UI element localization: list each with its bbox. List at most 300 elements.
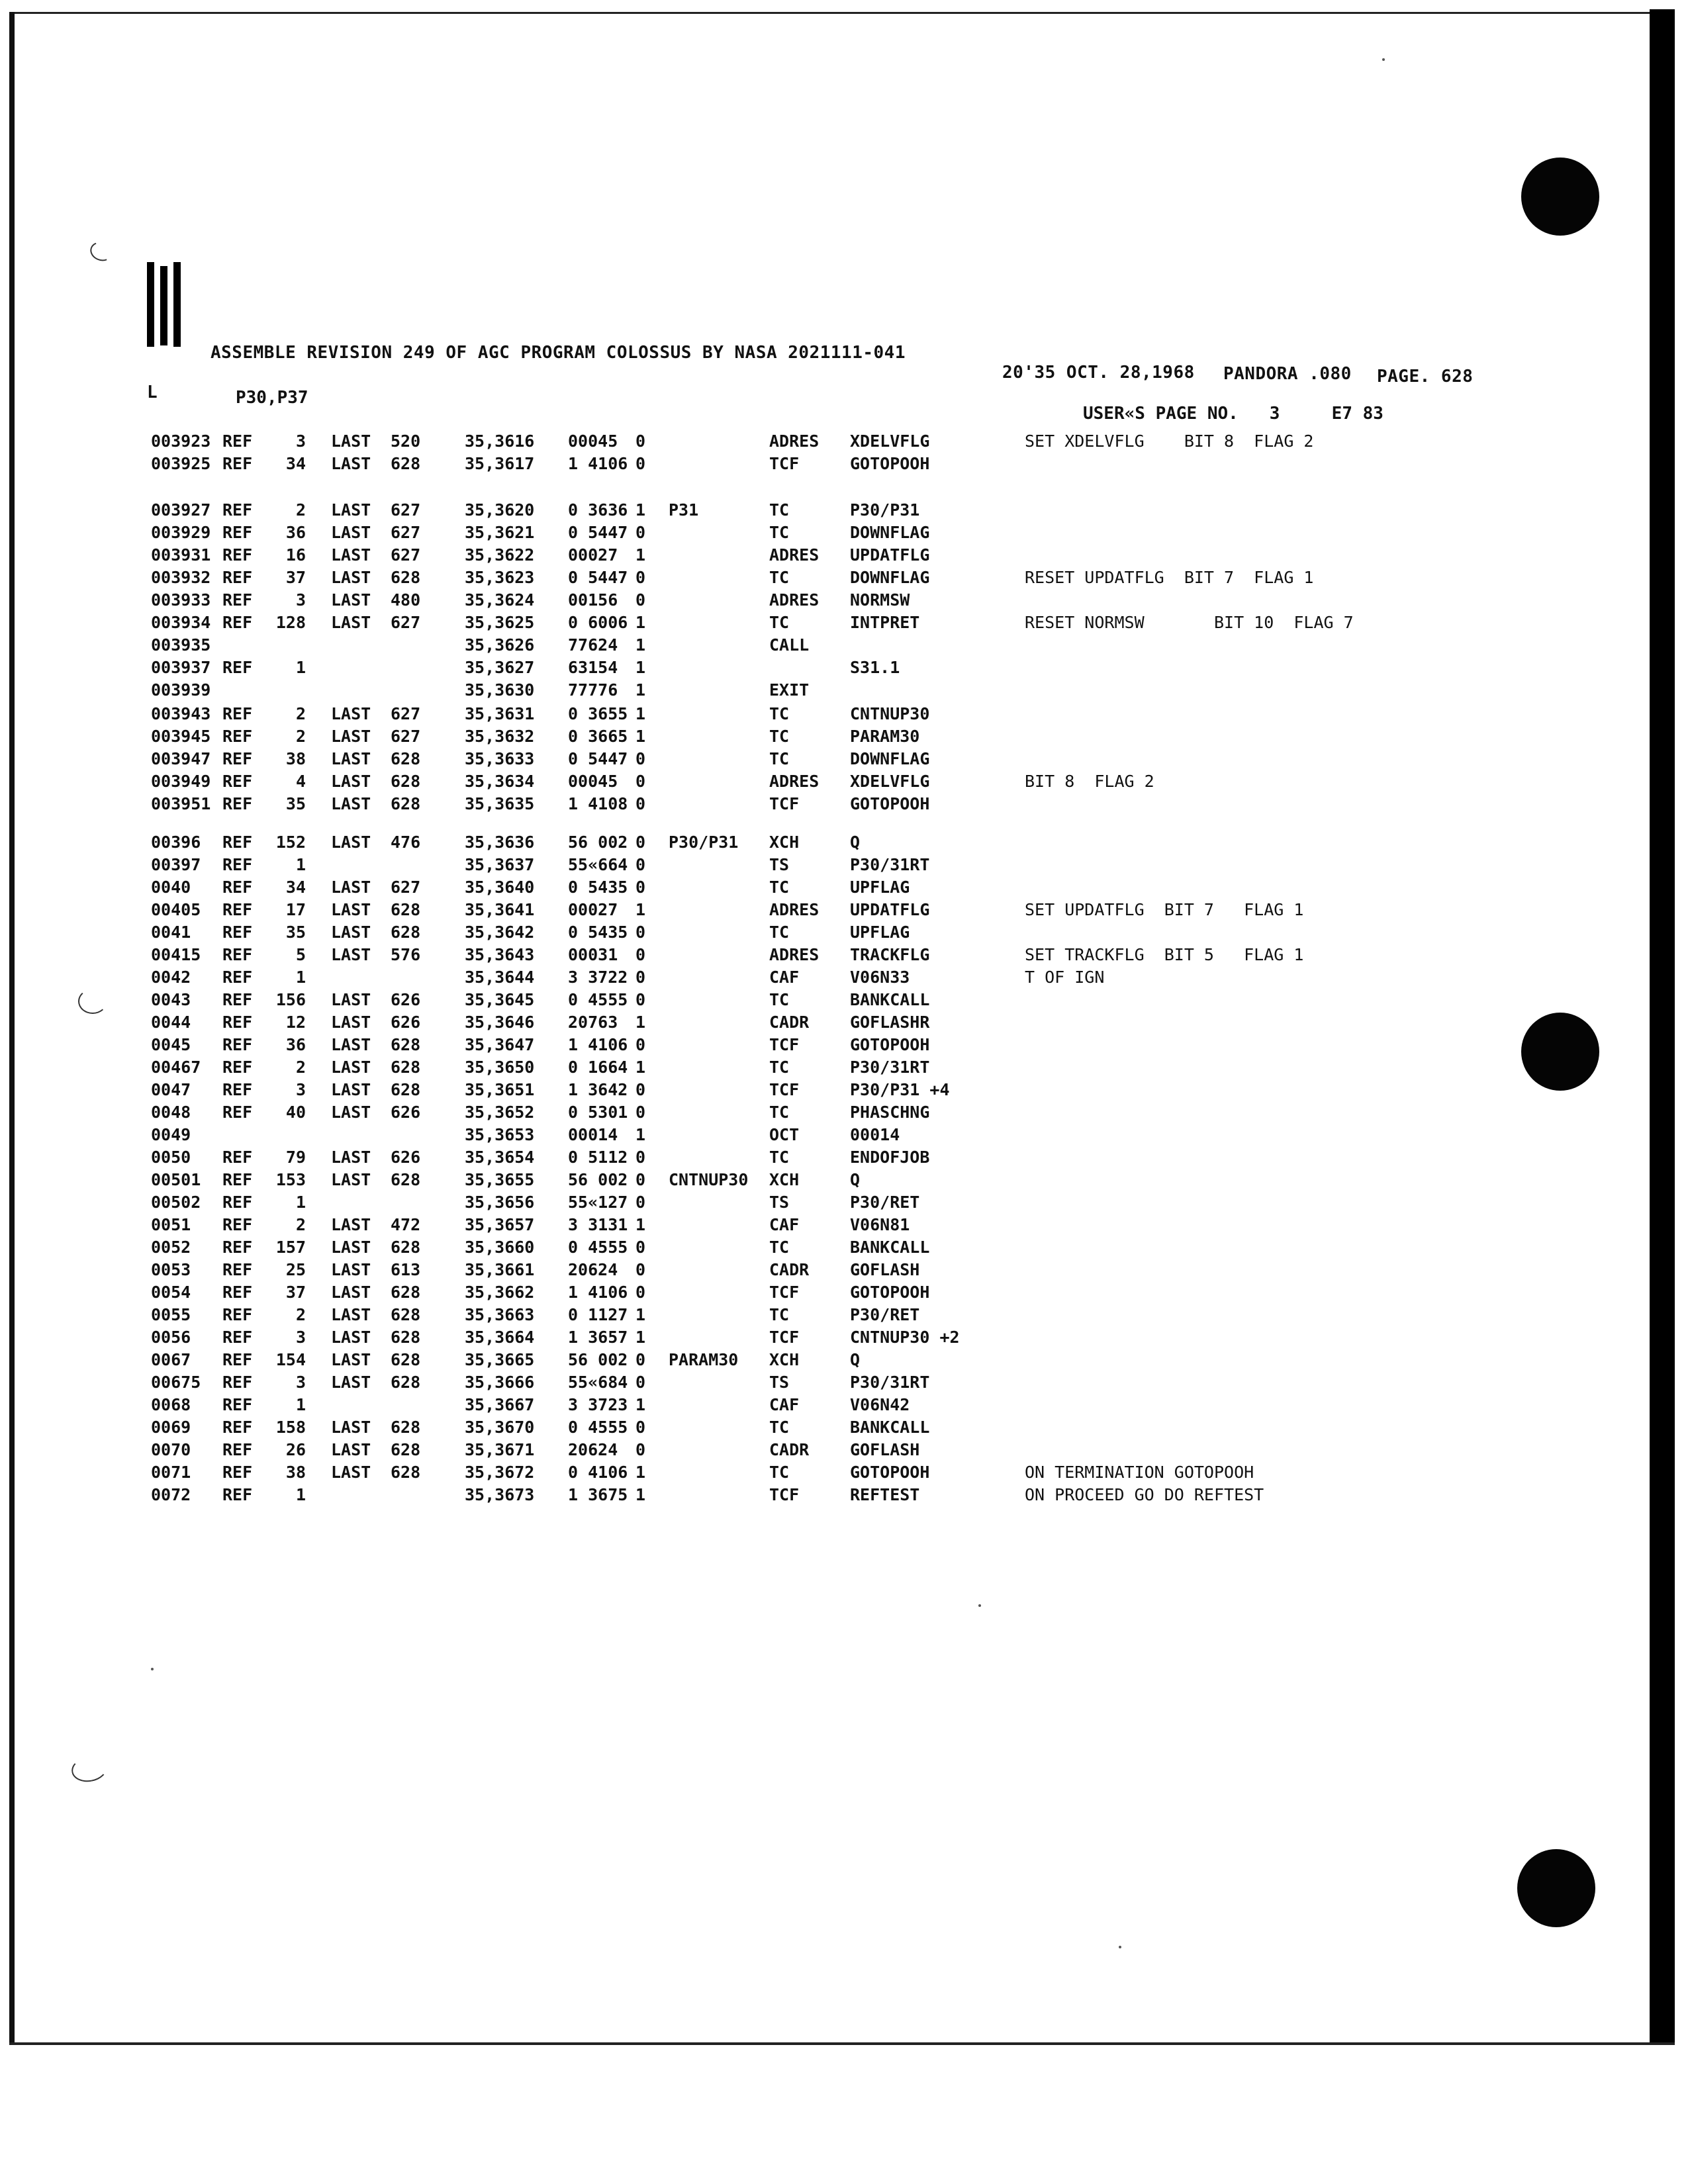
- opcode: TCF: [769, 1328, 800, 1347]
- header-page: PAGE. 628: [1377, 367, 1474, 387]
- last-page: 627: [391, 545, 421, 565]
- octal-word: 0 5447: [568, 749, 628, 768]
- octal-word: 63154: [568, 658, 618, 677]
- operand: REFTEST: [850, 1485, 920, 1504]
- parity-bit: 0: [635, 1418, 646, 1437]
- octal-word: 56 002: [568, 833, 628, 852]
- ref-tag: REF: [222, 1103, 253, 1122]
- last-page: 628: [391, 1170, 421, 1189]
- parity-bit: 0: [635, 945, 646, 964]
- line-number: 0051: [151, 1215, 191, 1234]
- opcode: TC: [769, 568, 790, 587]
- ref-tag: REF: [222, 568, 253, 587]
- line-number: 00501: [151, 1170, 201, 1189]
- operand: Q: [850, 1350, 861, 1369]
- operand: PARAM30: [850, 727, 920, 746]
- address: 35,3653: [465, 1125, 535, 1144]
- address: 35,3650: [465, 1058, 535, 1077]
- last-tag: LAST: [331, 1170, 371, 1189]
- opcode: ADRES: [769, 772, 820, 791]
- last-tag: LAST: [331, 1260, 371, 1279]
- last-tag: LAST: [331, 1283, 371, 1302]
- last-page: 628: [391, 794, 421, 813]
- parity-bit: 0: [635, 1238, 646, 1257]
- address: 35,3622: [465, 545, 535, 565]
- operand: Q: [850, 833, 861, 852]
- ref-tag: REF: [222, 1193, 253, 1212]
- line-number: 00467: [151, 1058, 201, 1077]
- punch-hole-top: [1521, 158, 1599, 236]
- octal-word: 1 3657: [568, 1328, 628, 1347]
- listing-row: [0, 454, 1642, 477]
- last-page: 476: [391, 833, 421, 852]
- ref-tag: REF: [222, 658, 253, 677]
- operand: PHASCHNG: [850, 1103, 930, 1122]
- octal-word: 1 4106: [568, 1035, 628, 1054]
- line-number: 003934: [151, 613, 211, 632]
- ref-tag: REF: [222, 1305, 253, 1324]
- last-page: 628: [391, 1305, 421, 1324]
- opcode: TC: [769, 1305, 790, 1324]
- listing-row: [0, 1035, 1642, 1058]
- octal-word: 00027: [568, 900, 618, 919]
- octal-word: 00156: [568, 590, 618, 610]
- opcode: ADRES: [769, 900, 820, 919]
- listing-row: [0, 680, 1642, 703]
- last-page: 628: [391, 923, 421, 942]
- line-number: 00396: [151, 833, 201, 852]
- label: CNTNUP30: [669, 1170, 749, 1189]
- ref-count: 1: [295, 968, 306, 987]
- last-tag: LAST: [331, 1440, 371, 1459]
- last-tag: LAST: [331, 590, 371, 610]
- ref-tag: REF: [222, 432, 253, 451]
- operand: DOWNFLAG: [850, 568, 930, 587]
- ref-count: 3: [295, 1373, 306, 1392]
- ref-count: 3: [295, 590, 306, 610]
- octal-word: 56 002: [568, 1350, 628, 1369]
- parity-bit: 1: [635, 613, 646, 632]
- operand: P30/P31 +4: [850, 1080, 950, 1099]
- octal-word: 1 4108: [568, 794, 628, 813]
- operand: V06N81: [850, 1215, 910, 1234]
- opcode: CALL: [769, 635, 810, 655]
- line-number: 0049: [151, 1125, 191, 1144]
- ref-count: 1: [295, 855, 306, 874]
- octal-word: 0 4555: [568, 1238, 628, 1257]
- parity-bit: 0: [635, 568, 646, 587]
- ref-count: 37: [285, 1283, 306, 1302]
- address: 35,3651: [465, 1080, 535, 1099]
- line-number: 003925: [151, 454, 211, 473]
- address: 35,3624: [465, 590, 535, 610]
- listing-row: [0, 727, 1642, 749]
- opcode: TC: [769, 1238, 790, 1257]
- last-tag: LAST: [331, 794, 371, 813]
- ref-count: 2: [295, 704, 306, 723]
- opcode: TC: [769, 1148, 790, 1167]
- line-number: 003931: [151, 545, 211, 565]
- punch-hole-bottom: [1517, 1849, 1595, 1927]
- ref-tag: REF: [222, 1373, 253, 1392]
- ref-tag: REF: [222, 794, 253, 813]
- address: 35,3633: [465, 749, 535, 768]
- last-tag: LAST: [331, 1035, 371, 1054]
- address: 35,3662: [465, 1283, 535, 1302]
- line-number: 0069: [151, 1418, 191, 1437]
- octal-word: 0 4555: [568, 1418, 628, 1437]
- listing-row: [0, 1080, 1642, 1103]
- ref-count: 26: [285, 1440, 306, 1459]
- opcode: ADRES: [769, 945, 820, 964]
- octal-word: 00045: [568, 772, 618, 791]
- parity-bit: 0: [635, 990, 646, 1009]
- ref-count: 25: [285, 1260, 306, 1279]
- ref-count: 38: [285, 1463, 306, 1482]
- octal-word: 0 5435: [568, 878, 628, 897]
- octal-word: 20624: [568, 1440, 618, 1459]
- operand: INTPRET: [850, 613, 920, 632]
- listing-row: [0, 658, 1642, 680]
- address: 35,3636: [465, 833, 535, 852]
- listing-row: [0, 523, 1642, 545]
- ref-count: 1: [295, 1395, 306, 1414]
- comment: SET TRACKFLG BIT 5 FLAG 1: [1025, 945, 1304, 964]
- octal-word: 3 3723: [568, 1395, 628, 1414]
- speck: [1119, 1946, 1121, 1948]
- octal-word: 00027: [568, 545, 618, 565]
- line-number: 0071: [151, 1463, 191, 1482]
- last-page: 472: [391, 1215, 421, 1234]
- operand: V06N42: [850, 1395, 910, 1414]
- listing-row: [0, 923, 1642, 945]
- last-page: 628: [391, 772, 421, 791]
- address: 35,3660: [465, 1238, 535, 1257]
- line-number: 00415: [151, 945, 201, 964]
- section-marker: L: [147, 383, 158, 402]
- ref-count: 1: [295, 658, 306, 677]
- line-number: 003932: [151, 568, 211, 587]
- listing-row: [0, 900, 1642, 923]
- operand: P30/RET: [850, 1193, 920, 1212]
- address: 35,3672: [465, 1463, 535, 1482]
- ref-count: 1: [295, 1193, 306, 1212]
- operand: 00014: [850, 1125, 900, 1144]
- ref-tag: REF: [222, 772, 253, 791]
- last-tag: LAST: [331, 1238, 371, 1257]
- address: 35,3643: [465, 945, 535, 964]
- octal-word: 0 5435: [568, 923, 628, 942]
- line-number: 0072: [151, 1485, 191, 1504]
- last-page: 628: [391, 1080, 421, 1099]
- ref-tag: REF: [222, 990, 253, 1009]
- label: PARAM30: [669, 1350, 739, 1369]
- opcode: TC: [769, 990, 790, 1009]
- line-number: 0067: [151, 1350, 191, 1369]
- ref-count: 3: [295, 1328, 306, 1347]
- address: 35,3663: [465, 1305, 535, 1324]
- listing-row: [0, 1125, 1642, 1148]
- address: 35,3641: [465, 900, 535, 919]
- last-tag: LAST: [331, 1215, 371, 1234]
- line-number: 0044: [151, 1013, 191, 1032]
- line-number: 0045: [151, 1035, 191, 1054]
- last-tag: LAST: [331, 749, 371, 768]
- line-number: 003945: [151, 727, 211, 746]
- last-page: 627: [391, 523, 421, 542]
- parity-bit: 0: [635, 1103, 646, 1122]
- line-number: 0041: [151, 923, 191, 942]
- line-number: 003935: [151, 635, 211, 655]
- opcode: TC: [769, 1418, 790, 1437]
- parity-bit: 1: [635, 680, 646, 700]
- opcode: TC: [769, 523, 790, 542]
- last-page: 628: [391, 749, 421, 768]
- ref-tag: REF: [222, 704, 253, 723]
- operand: BANKCALL: [850, 1418, 930, 1437]
- line-number: 003937: [151, 658, 211, 677]
- operand: P30/31RT: [850, 1058, 930, 1077]
- user-page-number: USER«S PAGE NO. 3 E7 83: [1083, 404, 1383, 424]
- ref-tag: REF: [222, 1170, 253, 1189]
- address: 35,3630: [465, 680, 535, 700]
- listing-row: [0, 568, 1642, 590]
- line-number: 0068: [151, 1395, 191, 1414]
- ref-tag: REF: [222, 878, 253, 897]
- address: 35,3664: [465, 1328, 535, 1347]
- opcode: TCF: [769, 1485, 800, 1504]
- listing-row: [0, 1328, 1642, 1350]
- ref-count: 34: [285, 454, 306, 473]
- operand: GOTOPOOH: [850, 794, 930, 813]
- octal-word: 0 4555: [568, 990, 628, 1009]
- line-number: 0048: [151, 1103, 191, 1122]
- line-number: 003947: [151, 749, 211, 768]
- address: 35,3621: [465, 523, 535, 542]
- parity-bit: 1: [635, 1463, 646, 1482]
- parity-bit: 0: [635, 794, 646, 813]
- operand: GOFLASH: [850, 1440, 920, 1459]
- octal-word: 0 5447: [568, 568, 628, 587]
- parity-bit: 1: [635, 1395, 646, 1414]
- line-number: 00397: [151, 855, 201, 874]
- ref-count: 36: [285, 1035, 306, 1054]
- line-number: 0053: [151, 1260, 191, 1279]
- parity-bit: 0: [635, 590, 646, 610]
- last-page: 627: [391, 878, 421, 897]
- ref-count: 1: [295, 1485, 306, 1504]
- opcode: XCH: [769, 1170, 800, 1189]
- last-tag: LAST: [331, 1463, 371, 1482]
- ref-count: 35: [285, 794, 306, 813]
- parity-bit: 1: [635, 704, 646, 723]
- parity-bit: 0: [635, 968, 646, 987]
- operand: UPDATFLG: [850, 545, 930, 565]
- last-page: 628: [391, 900, 421, 919]
- octal-word: 20763: [568, 1013, 618, 1032]
- ref-count: 36: [285, 523, 306, 542]
- ref-count: 4: [295, 772, 306, 791]
- page-edge-bottom: [9, 2042, 1675, 2045]
- listing-row: [0, 794, 1642, 817]
- listing-row: [0, 990, 1642, 1013]
- octal-word: 55«684: [568, 1373, 628, 1392]
- header-system: PANDORA .080: [1223, 364, 1352, 384]
- line-number: 00675: [151, 1373, 201, 1392]
- parity-bit: 1: [635, 1058, 646, 1077]
- address: 35,3631: [465, 704, 535, 723]
- opcode: TC: [769, 613, 790, 632]
- listing-row: [0, 1440, 1642, 1463]
- last-tag: LAST: [331, 1350, 371, 1369]
- last-page: 626: [391, 1148, 421, 1167]
- operand: GOTOPOOH: [850, 1463, 930, 1482]
- operand: XDELVFLG: [850, 432, 930, 451]
- last-tag: LAST: [331, 1418, 371, 1437]
- octal-word: 0 3636: [568, 500, 628, 520]
- last-tag: LAST: [331, 568, 371, 587]
- listing-row: [0, 1260, 1642, 1283]
- last-page: 520: [391, 432, 421, 451]
- octal-word: 55«127: [568, 1193, 628, 1212]
- last-tag: LAST: [331, 545, 371, 565]
- opcode: TC: [769, 1103, 790, 1122]
- address: 35,3616: [465, 432, 535, 451]
- octal-word: 1 4106: [568, 454, 628, 473]
- line-number: 00405: [151, 900, 201, 919]
- address: 35,3654: [465, 1148, 535, 1167]
- label: P30/P31: [669, 833, 739, 852]
- listing-row: [0, 1103, 1642, 1125]
- last-tag: LAST: [331, 1013, 371, 1032]
- last-tag: LAST: [331, 727, 371, 746]
- operand: UPDATFLG: [850, 900, 930, 919]
- address: 35,3634: [465, 772, 535, 791]
- parity-bit: 1: [635, 545, 646, 565]
- last-tag: LAST: [331, 923, 371, 942]
- ref-tag: REF: [222, 613, 253, 632]
- listing-row: [0, 1418, 1642, 1440]
- listing-row: [0, 1305, 1642, 1328]
- line-number: 00502: [151, 1193, 201, 1212]
- operand: P30/P31: [850, 500, 920, 520]
- comment: RESET NORMSW BIT 10 FLAG 7: [1025, 613, 1354, 632]
- octal-word: 00031: [568, 945, 618, 964]
- opcode: ADRES: [769, 590, 820, 610]
- ref-count: 37: [285, 568, 306, 587]
- ref-tag: REF: [222, 1215, 253, 1234]
- listing-row: [0, 500, 1642, 523]
- operand: NORMSW: [850, 590, 910, 610]
- listing-row: [0, 1463, 1642, 1485]
- comment: RESET UPDATFLG BIT 7 FLAG 1: [1025, 568, 1314, 587]
- operand: TRACKFLG: [850, 945, 930, 964]
- last-tag: LAST: [331, 1305, 371, 1324]
- ref-tag: REF: [222, 1283, 253, 1302]
- line-number: 003923: [151, 432, 211, 451]
- opcode: XCH: [769, 1350, 800, 1369]
- address: 35,3657: [465, 1215, 535, 1234]
- last-page: 627: [391, 613, 421, 632]
- listing-row: [0, 945, 1642, 968]
- listing-row: [0, 1193, 1642, 1215]
- parity-bit: 0: [635, 1373, 646, 1392]
- last-tag: LAST: [331, 878, 371, 897]
- operand: GOFLASH: [850, 1260, 920, 1279]
- line-number: 0055: [151, 1305, 191, 1324]
- opcode: TC: [769, 923, 790, 942]
- ref-count: 2: [295, 727, 306, 746]
- ref-tag: REF: [222, 923, 253, 942]
- ref-count: 79: [285, 1148, 306, 1167]
- last-page: 626: [391, 1013, 421, 1032]
- ref-count: 12: [285, 1013, 306, 1032]
- last-page: 627: [391, 727, 421, 746]
- line-number: 0070: [151, 1440, 191, 1459]
- address: 35,3671: [465, 1440, 535, 1459]
- opcode: CAF: [769, 968, 800, 987]
- ref-count: 17: [285, 900, 306, 919]
- parity-bit: 0: [635, 772, 646, 791]
- parity-bit: 0: [635, 1283, 646, 1302]
- opcode: CADR: [769, 1440, 810, 1459]
- listing-row: [0, 1238, 1642, 1260]
- octal-word: 0 3655: [568, 704, 628, 723]
- octal-word: 0 1664: [568, 1058, 628, 1077]
- ref-tag: REF: [222, 1238, 253, 1257]
- operand: BANKCALL: [850, 1238, 930, 1257]
- parity-bit: 0: [635, 749, 646, 768]
- opcode: TC: [769, 1463, 790, 1482]
- ref-tag: REF: [222, 1328, 253, 1347]
- last-tag: LAST: [331, 500, 371, 520]
- octal-word: 55«664: [568, 855, 628, 874]
- last-tag: LAST: [331, 945, 371, 964]
- address: 35,3646: [465, 1013, 535, 1032]
- last-page: 628: [391, 1328, 421, 1347]
- ref-count: 38: [285, 749, 306, 768]
- listing-row: [0, 635, 1642, 658]
- label: P31: [669, 500, 699, 520]
- opcode: OCT: [769, 1125, 800, 1144]
- line-number: 0047: [151, 1080, 191, 1099]
- last-tag: LAST: [331, 990, 371, 1009]
- scan-mark: [87, 239, 115, 264]
- address: 35,3635: [465, 794, 535, 813]
- ref-count: 2: [295, 1305, 306, 1324]
- operand: CNTNUP30: [850, 704, 930, 723]
- operand: V06N33: [850, 968, 910, 987]
- listing-row: [0, 1215, 1642, 1238]
- last-tag: LAST: [331, 900, 371, 919]
- opcode: CADR: [769, 1260, 810, 1279]
- ref-count: 157: [275, 1238, 306, 1257]
- operand: BANKCALL: [850, 990, 930, 1009]
- octal-word: 0 3665: [568, 727, 628, 746]
- address: 35,3655: [465, 1170, 535, 1189]
- ref-count: 154: [275, 1350, 306, 1369]
- opcode: CAF: [769, 1395, 800, 1414]
- listing-row: [0, 1283, 1642, 1305]
- operand: GOFLASHR: [850, 1013, 930, 1032]
- binder-marks: [147, 262, 188, 347]
- last-page: 628: [391, 568, 421, 587]
- address: 35,3666: [465, 1373, 535, 1392]
- line-number: 003951: [151, 794, 211, 813]
- ref-tag: REF: [222, 1350, 253, 1369]
- ref-tag: REF: [222, 500, 253, 520]
- listing-row: [0, 1170, 1642, 1193]
